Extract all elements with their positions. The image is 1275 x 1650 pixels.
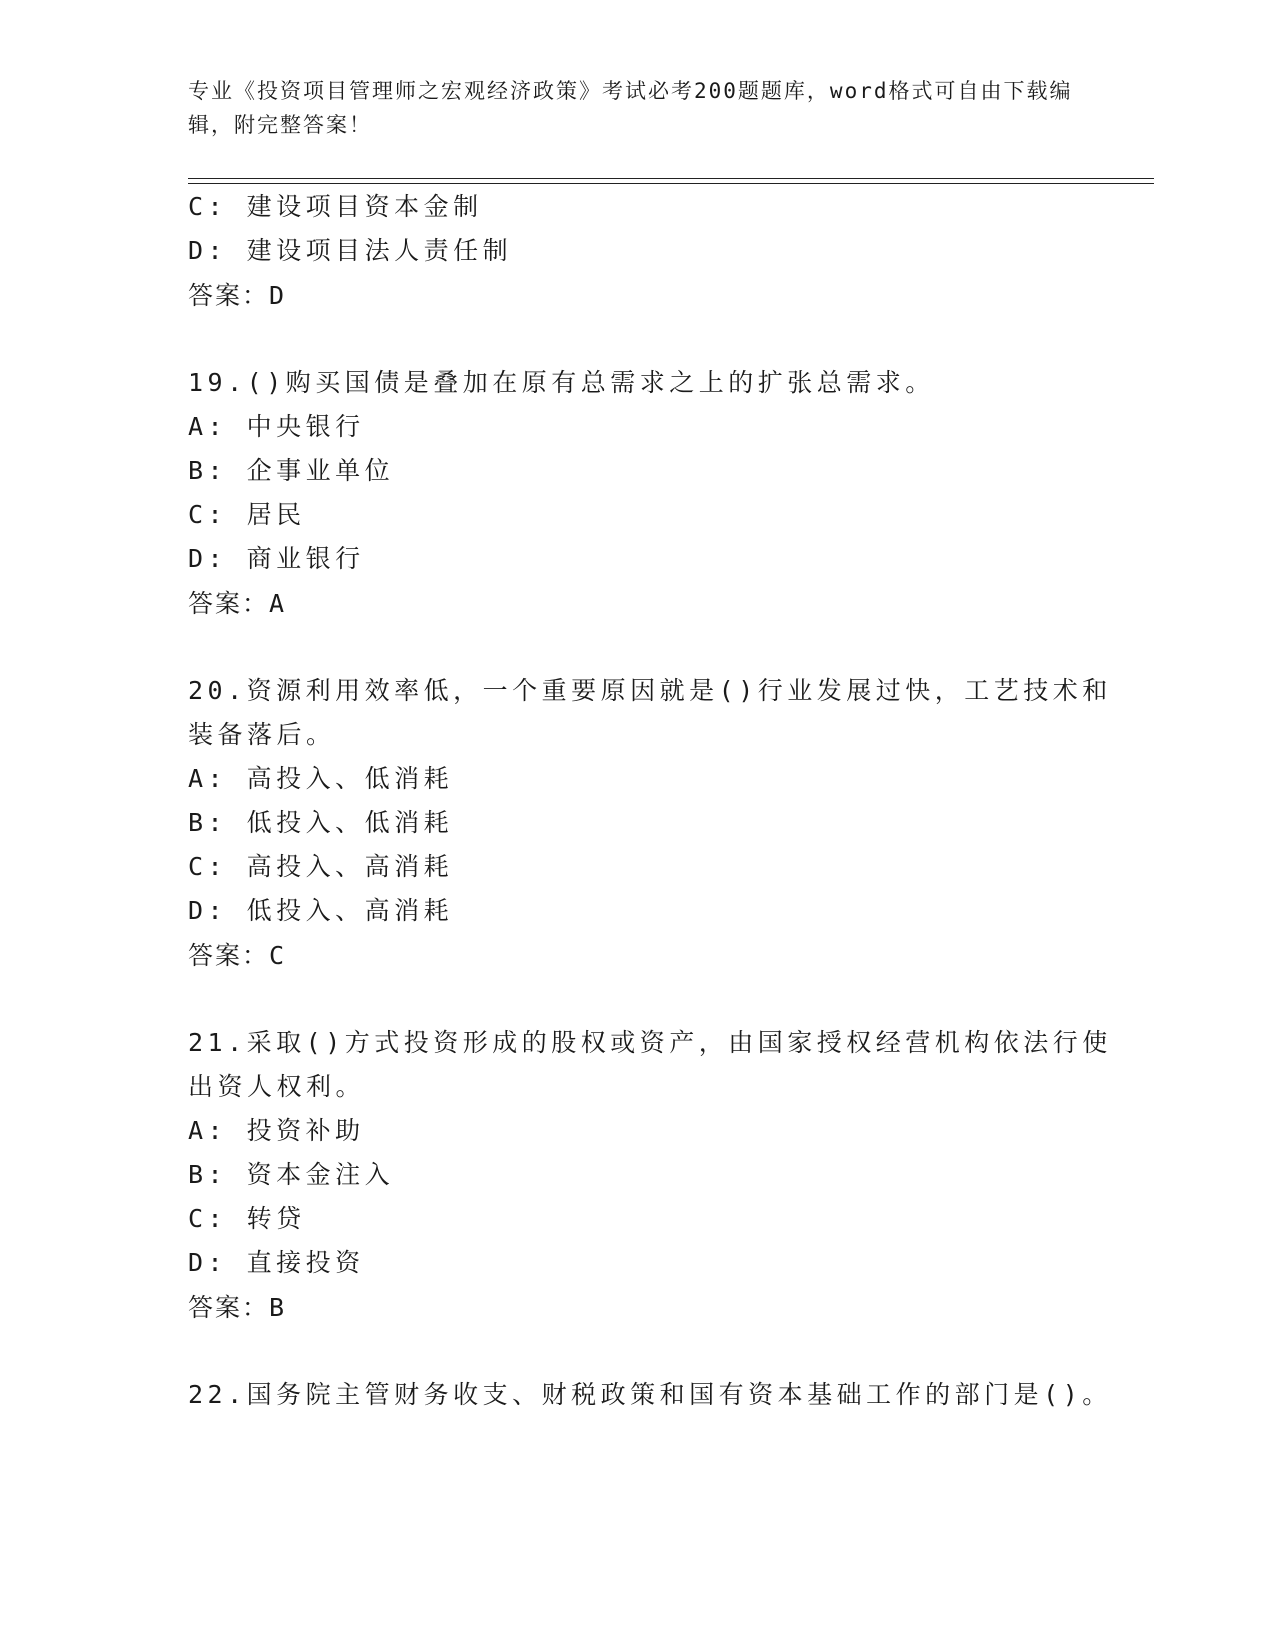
- q20-question-line2: 装备落后。: [188, 720, 336, 749]
- header-divider-bottom: [188, 183, 1154, 184]
- q21-option-a: A: 投资补助: [188, 1116, 365, 1145]
- q21-answer: 答案：B: [188, 1293, 287, 1322]
- q21-question-line1: 21.采取()方式投资形成的股权或资产，由国家授权经营机构依法行使: [188, 1028, 1112, 1057]
- document-header: 专业《投资项目管理师之宏观经济政策》考试必考200题题库，word格式可自由下载编辑，附完整答案！: [188, 79, 1073, 137]
- q19-option-c: C: 居民: [188, 500, 306, 529]
- q19-option-a: A: 中央银行: [188, 412, 365, 441]
- q19-option-d: D: 商业银行: [188, 544, 365, 573]
- q19-option-b: B: 企事业单位: [188, 456, 395, 485]
- q20-option-c: C: 高投入、高消耗: [188, 852, 454, 881]
- q19-question: 19.()购买国债是叠加在原有总需求之上的扩张总需求。: [188, 368, 935, 397]
- q21-option-c: C: 转贷: [188, 1204, 306, 1233]
- q19-answer: 答案：A: [188, 589, 287, 618]
- q18-option-c: C: 建设项目资本金制: [188, 192, 483, 221]
- q21-question-line2: 出资人权利。: [188, 1072, 366, 1101]
- q18-option-d: D: 建设项目法人责任制: [188, 236, 513, 265]
- q21-option-d: D: 直接投资: [188, 1248, 365, 1277]
- q20-question-line1: 20.资源利用效率低，一个重要原因就是()行业发展过快，工艺技术和: [188, 676, 1112, 705]
- q18-answer: 答案：D: [188, 281, 287, 310]
- q22-question: 22.国务院主管财务收支、财税政策和国有资本基础工作的部门是()。: [188, 1380, 1112, 1409]
- q20-option-d: D: 低投入、高消耗: [188, 896, 454, 925]
- q20-answer: 答案：C: [188, 941, 287, 970]
- q20-option-a: A: 高投入、低消耗: [188, 764, 454, 793]
- q21-option-b: B: 资本金注入: [188, 1160, 395, 1189]
- header-divider-top: [188, 178, 1154, 179]
- q20-option-b: B: 低投入、低消耗: [188, 808, 454, 837]
